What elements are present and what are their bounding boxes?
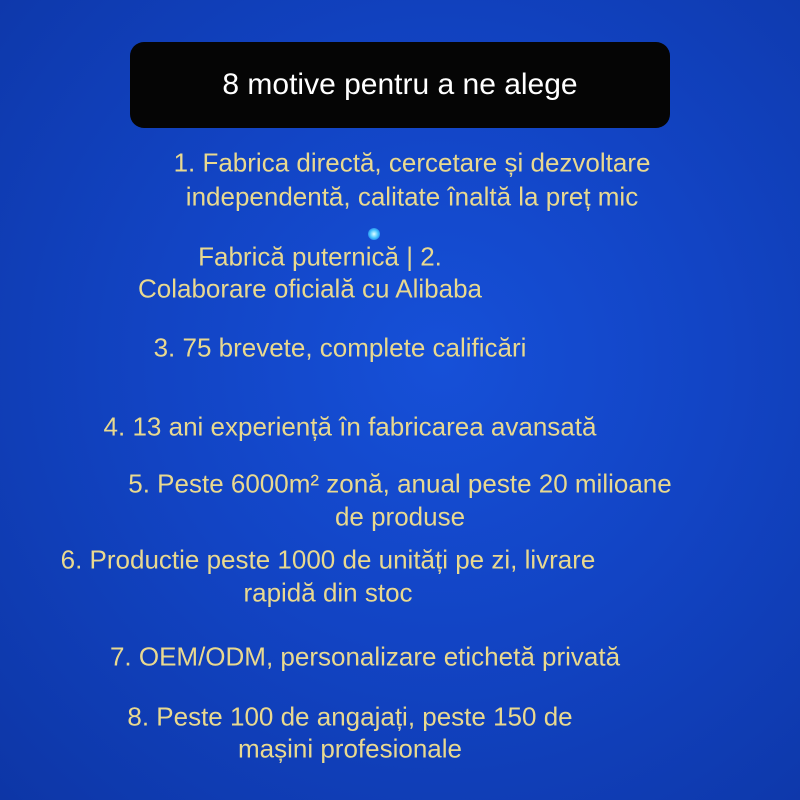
- reason-line: mașini profesionale: [237, 733, 463, 764]
- reason-line: rapidă din stoc: [243, 577, 413, 608]
- reason-line: Fabrică puternică | 2.: [198, 241, 442, 272]
- reason-line: independentă, calitate înaltă la preț mic: [185, 181, 639, 212]
- reason-line: 4. 13 ani experiență în fabricarea avansată: [103, 411, 597, 442]
- light-glare: [368, 228, 380, 240]
- reason-line: 1. Fabrica directă, cercetare și dezvoltare: [173, 147, 651, 178]
- title-banner: [130, 42, 670, 128]
- page-title: 8 motive pentru a ne alege: [222, 68, 578, 101]
- reason-line: 5. Peste 6000m² zonă, anual peste 20 milioane: [128, 468, 672, 499]
- reason-line: 3. 75 brevete, complete calificări: [153, 332, 527, 363]
- reason-line: de produse: [334, 501, 466, 532]
- reason-line: 7. OEM/ODM, personalizare etichetă privată: [109, 641, 621, 672]
- reason-line: Colaborare oficială cu Alibaba: [138, 273, 482, 304]
- reason-line: 8. Peste 100 de angajați, peste 150 de: [127, 701, 573, 732]
- reason-line: 6. Productie peste 1000 de unități pe zi, livrare: [60, 544, 596, 575]
